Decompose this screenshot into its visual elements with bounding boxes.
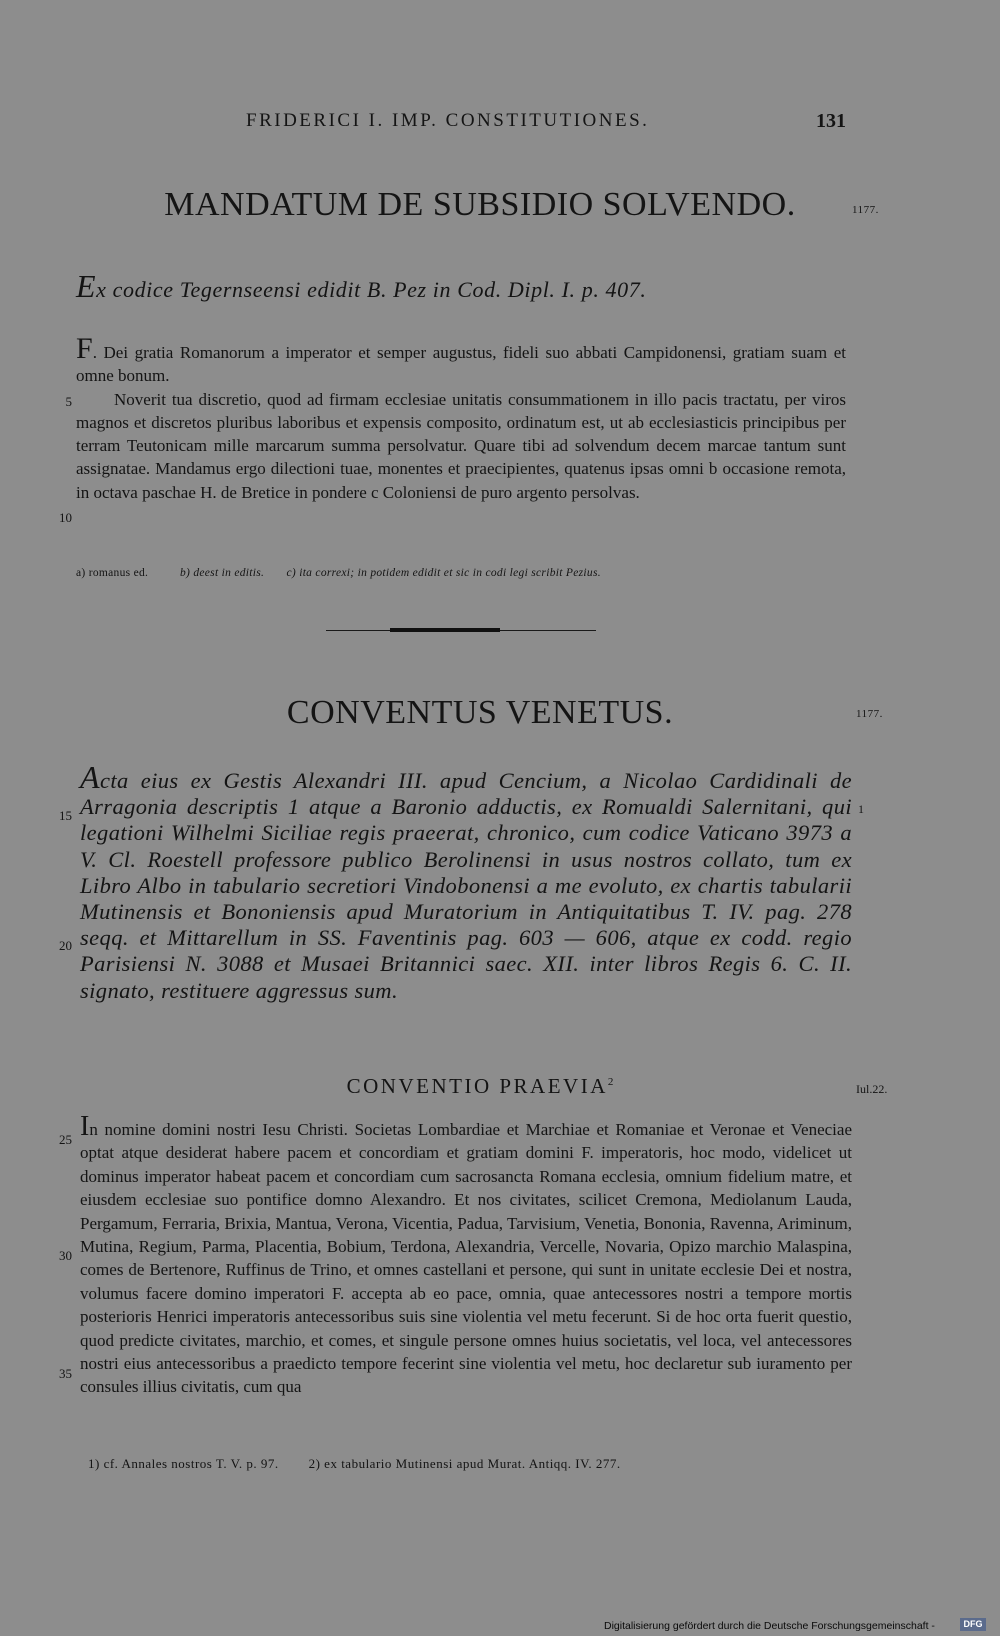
footnote-a: a) romanus ed.	[76, 567, 149, 579]
section1-body	[76, 332, 846, 504]
line-number: 10	[59, 510, 72, 525]
footnote-2: 2) ex tabulario Mutinensi apud Murat. Antiqq. IV. 277.	[308, 1456, 621, 1471]
paragraph: Noverit tua discretio, quod ad firmam ecclesiae unitatis consummationem in illo pacis tractatu, per viros magnos et discretos pluribus laboribus et expensis composito, ordinatum est, ut ab ecclesiasticis principibus per terram Teutonicam mille marcarum summa persolvatur. Quare tibi ad solvendum decem marcae tantum sunt assignatae. Mandamus ergo dilectioni tuae, monentes et praecipientes, quatenus ipsas omni b occasione remota, in octava paschae H. de Bretice in pondere c Coloniensi de puro argento persolvas.	[76, 389, 846, 502]
section2-year: 1177.	[856, 708, 883, 720]
line-number: 30	[59, 1248, 72, 1263]
section2-title: CONVENTUS VENETUS.	[286, 694, 674, 731]
acta-source-paragraph: Acta eius ex Gestis Alexandri III. apud Cencium, a Nicolao Cardidinali de Arragonia descriptis 1 atque a Baronio adductis, ex Romualdi Salernitani, qui legationi Wilhelmi Siciliae regis praeerat, chronico, cum codice Vaticano 3973 a V. Cl. Roestell professore publico Berolinensi in usus nostros collato, tum ex Libro Albo in tabulario secretiori Vindobonensi a me evoluto, ex chartis tabularii Mutinensis et Bononiensis apud Muratorium in Antiquitatibus T. IV. pag. 278 seqq. et Mittarellum in SS. Faventinis pag. 603 — 606, atque ex codd. regio Parisiensi N. 3088 et Musaei Britannici saec. XII. inter libros Regis 6. C. II. signato, restituere aggressus sum.	[80, 759, 852, 1003]
subsection-date: Iul.22.	[856, 1082, 888, 1096]
margin-note-mark: 1	[858, 802, 864, 816]
section1-footnotes	[76, 567, 601, 579]
digitization-credit: Digitalisierung gefördert durch die Deutsche Forschungsgemeinschaft -	[604, 1620, 935, 1632]
section-divider-center	[390, 628, 500, 632]
initial-letter: A	[80, 759, 100, 795]
paragraph: F. Dei gratia Romanorum a imperator et semper augustus, fideli suo abbati Campidonensi, gratiam suam et omne bonum.	[76, 332, 846, 386]
footnote-b: b) deest in editis.	[179, 567, 265, 579]
section1-source	[76, 268, 646, 305]
dfg-logo: DFG	[960, 1618, 986, 1631]
footnote-1: 1) cf. Annales nostros T. V. p. 97.	[88, 1456, 279, 1471]
section1-title: MANDATUM DE SUBSIDIO SOLVENDO.	[164, 186, 796, 223]
line-number: 15	[59, 808, 72, 823]
source-initial: E	[76, 268, 97, 304]
subsection-title: CONVENTIO PRAEVIA$^2$	[346, 1074, 614, 1098]
initial-letter: I	[80, 1111, 90, 1142]
line-number: 25	[59, 1132, 72, 1147]
line-number: 5	[65, 394, 72, 409]
page-number: 131	[816, 110, 846, 132]
initial-letter: F	[76, 332, 93, 365]
section1-year: 1177.	[852, 204, 879, 216]
section2-footnotes	[88, 1456, 621, 1472]
source-text: x codice Tegernseensi edidit B. Pez in Cod. Dipl. I. p. 407.	[96, 277, 647, 302]
line-number: 35	[59, 1366, 72, 1381]
footnote-c: c) ita correxi; in potidem edidit et sic in codi legi scribit Pezius.	[286, 567, 601, 579]
conventio-body: In nomine domini nostri Iesu Christi. Societas Lombardiae et Marchiae et Romaniae et Veronae et Veneciae optat atque desiderat habere pacem et concordiam et gratiam domini F. imperatoris, hoc modo, videlicet ut dominus imperator habeat pacem et concordiam cum sacrosancta Romana ecclesia, omnium fidelium matre, et eiusdem ecclesiae suo pontifice domno Alexandro. Et nos civitates, scilicet Cremona, Mediolanum Lauda, Pergamum, Ferraria, Brixia, Mantua, Verona, Vicentia, Padua, Tarvisium, Venetia, Bononia, Ravenna, Ariminum, Mutina, Regium, Parma, Placentia, Bobium, Terdona, Alexandria, Vercelle, Novaria, Opizo marchio Malaspina, comes de Bertenore, Ruffinus de Trino, et omnes castellani et persone, qui sunt in unitate ecclesie Dei et nostra, volumus facere domino imperatori F. accepta ab eo pace, omnia, quae antecessores nostri a tempore mortis posterioris Henrici imperatoris antecessoribus suis sine violentia vel metu fecerunt. Si de hoc orta fuerit questio, quod predicte civitates, marchio, et comes, et singule persone omnes huius societatis, vel loca, vel antecessores nostri eius antecessoribus a praedicto tempore fecerint sine violentia vel metu, hoc declaretur sub iuramento per consules illius civitatis, cum qua	[80, 1111, 852, 1397]
line-number: 20	[59, 938, 72, 953]
running-title: FRIDERICI I. IMP. CONSTITUTIONES.	[246, 110, 650, 131]
